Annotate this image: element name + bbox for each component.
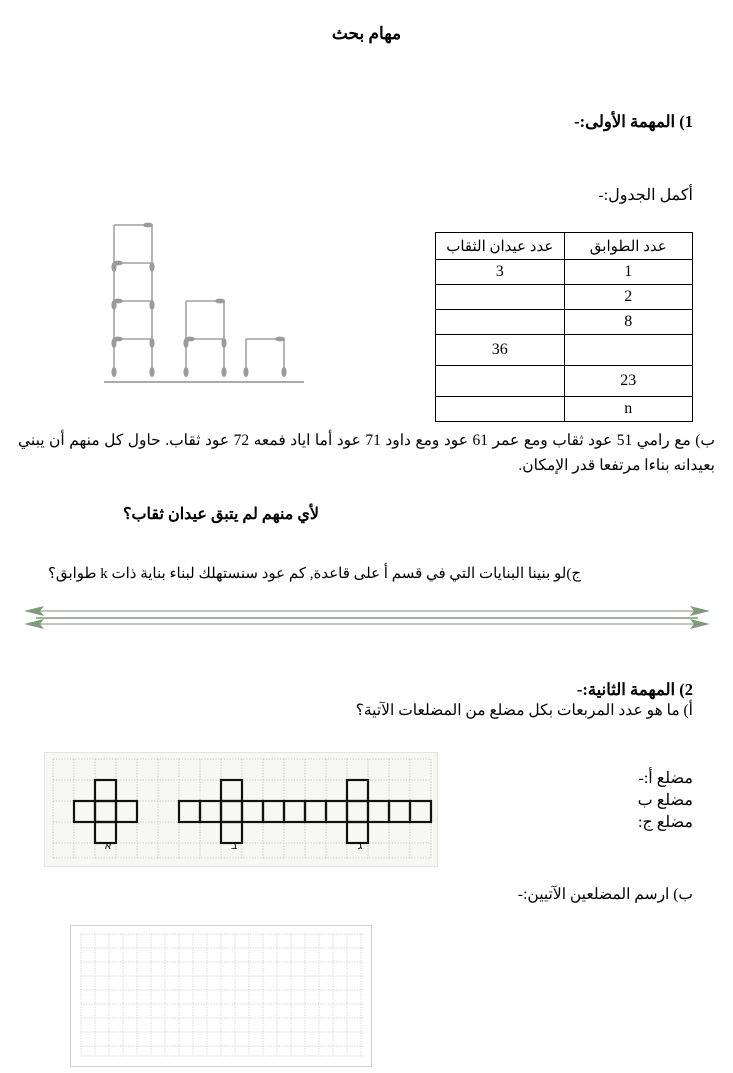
cell-floors[interactable]: 2: [564, 285, 693, 310]
cell-sticks[interactable]: 36: [436, 335, 565, 366]
table-head: [436, 233, 693, 260]
cell-floors[interactable]: 1: [564, 260, 693, 285]
table-instruction: أكمل الجدول:-: [598, 187, 693, 204]
header-sticks: عدد عيدان الثقاب: [436, 233, 565, 260]
polygon-answer-a[interactable]: مضلع أ:-: [638, 770, 693, 787]
polygon-answer-b[interactable]: مضلع ب: [637, 792, 693, 810]
polygons-figure: [44, 752, 438, 867]
matchstick-towers-figure: [104, 222, 324, 387]
cell-floors[interactable]: [564, 335, 693, 366]
polygon-label-c: ג: [357, 839, 363, 852]
table-row: [436, 335, 693, 366]
header-floors: عدد الطوابق: [564, 233, 693, 260]
task1-part-c-text: ج)لو بنينا البنايات التي في قسم أ على قاعدة, كم عود سنستهلك لبناء بناية ذات k طوابق؟: [47, 566, 581, 582]
task2-part-a-text: أ) ما هو عدد المربعات بكل مضلع من المضلعات الآتية؟: [355, 702, 693, 719]
polygon-label-a: א: [104, 839, 112, 852]
floors-sticks-table: [435, 232, 693, 422]
cell-floors[interactable]: 8: [564, 310, 693, 335]
task1-part-b-text: ب) مع رامي 51 عود ثقاب ومع عمر 61 عود ومع داود 71 عود أما اياد فمعه 72 عود ثقاب. حاول كل منهم أن يبني بعيدانه بناءا مرتفعا قدر الإمكان.: [18, 432, 715, 475]
cell-sticks[interactable]: [436, 397, 565, 422]
decorative-divider: [22, 604, 712, 630]
table-row: [436, 260, 693, 285]
table-row: [436, 397, 693, 422]
task2-part-b-text: ب) ارسم المضلعين الآتيين:-: [517, 886, 693, 903]
cell-floors[interactable]: n: [564, 397, 693, 422]
task1-heading: 1) المهمة الأولى:-: [574, 112, 693, 131]
cell-sticks[interactable]: [436, 310, 565, 335]
task1-bold-question: لأي منهم لم يتبق عيدان ثقاب؟: [123, 506, 319, 523]
polygon-answer-c[interactable]: مضلع ج:: [637, 814, 693, 832]
table-row: [436, 366, 693, 397]
blank-answer-grid[interactable]: [70, 925, 372, 1067]
cell-floors[interactable]: 23: [564, 366, 693, 397]
table-header-row: [436, 233, 693, 260]
page-title: مهام بحث: [331, 24, 402, 43]
floors-sticks-table-wrapper: [435, 232, 693, 422]
task2-heading: 2) المهمة الثانية:-: [576, 680, 693, 699]
cell-sticks[interactable]: [436, 366, 565, 397]
polygon-answer-labels: [638, 768, 693, 834]
table-row: [436, 285, 693, 310]
table-body: [436, 260, 693, 422]
polygon-label-b: ב: [230, 839, 238, 852]
cell-sticks[interactable]: [436, 285, 565, 310]
cell-sticks[interactable]: 3: [436, 260, 565, 285]
table-row: [436, 310, 693, 335]
